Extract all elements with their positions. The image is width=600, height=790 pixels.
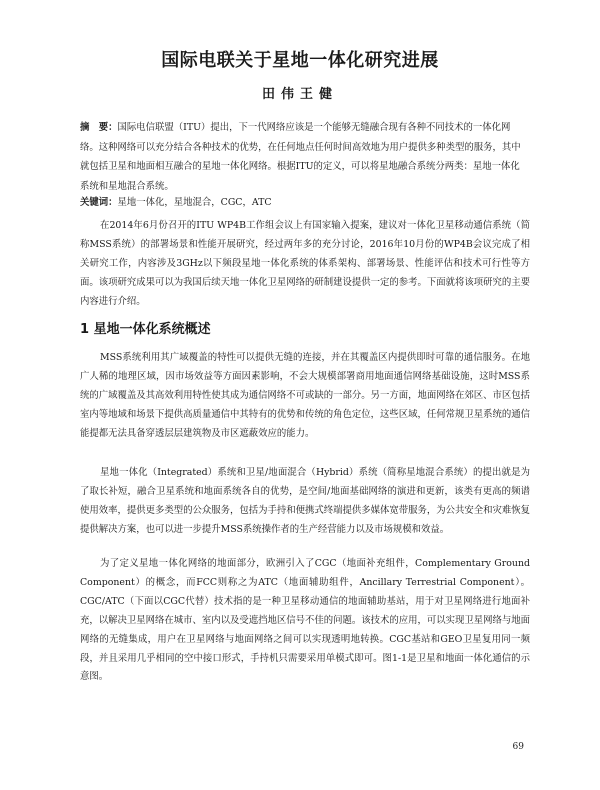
paper-title: 国际电联关于星地一体化研究进展	[161, 50, 439, 71]
body-paragraph: 星地一体化（Integrated）系统和卫星/地面混合（Hybrid）系统（简称星地混合系统）的提出就是为了取长补短，融合卫星系统和地面系统各自的优势，是空间/地面基础网络的演进和更新，该类有更高的频谱使用效率，提供更多类型的公众服务，包括为手持和便携式终端提供多媒体宽带服务，为公共安全和灾难恢复提供解决方案，也可以进一步提升MSS系统操作者的生产经营能力以及市场规模和效益。	[80, 467, 531, 535]
intro-paragraph: 在2014年6月份召开的ITU WP4B工作组会议上有国家输入提案，建议对一体化卫星移动通信系统（简称MSS系统）的部署场景和性能开展研究，经过两年多的充分讨论，2016年10月份的WP4B会议完成了相关研究工作，内容涉及3GHz以下频段星地一体化系统的体系架构、部署场景、性能评估和技术可行性等方面。该项研究成果可以为我国后续天地一体化卫星网络的研制建设提供一定的参考。下面就将该项研究的主要内容进行介绍。	[80, 220, 531, 307]
body-paragraph: MSS系统利用其广域覆盖的特性可以提供无缝的连接，并在其覆盖区内提供即时可靠的通信服务。在地广人稀的地理区域，因市场效益等方面因素影响，不会大规模部署商用地面通信网络基础设施，这时MSS系统的广域覆盖及其高效利用特性使其成为通信网络不可或缺的一部分。另一方面，地面网络在郊区、市区包括室内等地域和场景下提供高质量通信中其特有的优势和传统的角色定位，这些区域，任何常规卫星系统的通信能提都无法具备穿透层层建筑物及市区遮蔽效应的能力。	[80, 352, 531, 439]
abstract-label: 摘 要：	[80, 122, 118, 133]
abstract-text: 国际电信联盟（ITU）提出，下一代网络应该是一个能够无缝融合现有各种不同技术的一体化网络。这种网络可以充分结合各种技术的优势，在任何地点任何时间高效地为用户提供多种类型的服务，其中就包括卫星和地面相互融合的星地一体化网络。根据ITU的定义，可以将星地融合系统分两类：星地一体化系统和星地混合系统。	[80, 122, 521, 192]
page-number: 69	[512, 742, 524, 752]
section-heading: 1 星地一体化系统概述	[80, 322, 211, 337]
body-paragraph: 为了定义星地一体化网络的地面部分，欧洲引入了CGC（地面补充组件，Complementary Ground Component）的概念，而FCC则称之为ATC（地面辅助组件，Ancillary Terrestrial Component）。CGC/ATC（下面以CGC代替）技术指的是一种卫星移动通信的地面辅助基站，用于对卫星网络进行地面补充，以解决卫星网络在城市、室内以及受遮挡地区信号不佳的问题。该技术的应用，可以实现卫星网络与地面网络的无缝集成，用户在卫星网络与地面网络之间可以实现透明地转换。CGC基站和GEO卫星复用同一频段，并且采用几乎相同的空中接口形式，手持机只需要采用单模式即可。图1-1是卫星和地面一体化通信的示意图。	[80, 558, 531, 683]
abstract-block	[80, 118, 528, 196]
keywords-text: 星地一体化，星地混合，CGC，ATC	[117, 197, 272, 208]
keywords-block	[80, 195, 528, 211]
author-line: 田伟王健	[261, 87, 338, 102]
keywords-label: 关键词：	[80, 197, 118, 208]
